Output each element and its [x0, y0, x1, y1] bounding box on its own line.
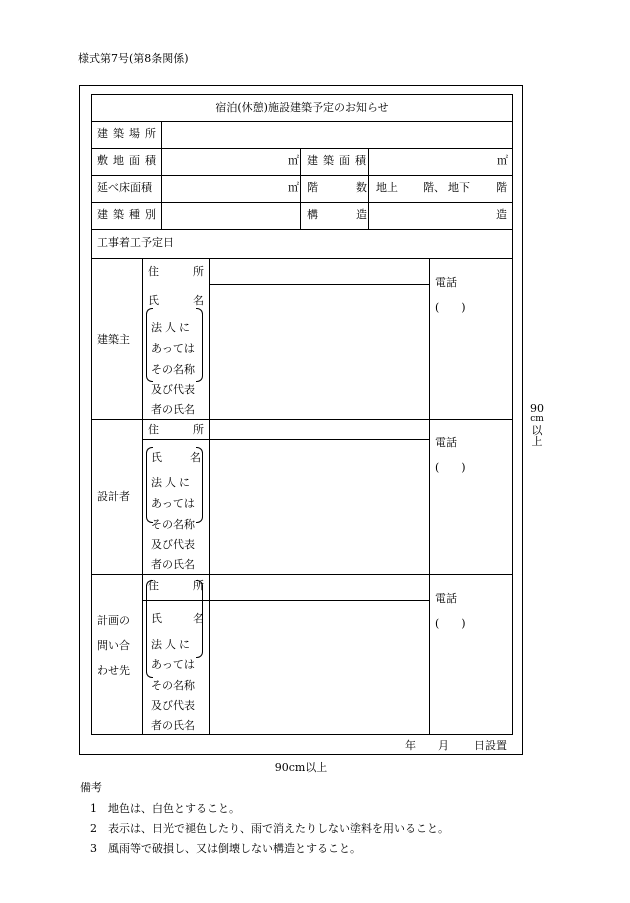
contact-corp-2: あっては: [151, 658, 195, 671]
section-contact-3: わせ先: [97, 664, 130, 677]
designer-phone-paren: ( ): [435, 461, 466, 474]
designer-name-2: 名: [190, 451, 201, 464]
dimension-side: [528, 403, 546, 447]
contact-address-1: 住: [148, 579, 159, 592]
designer-corp-5: 者の氏名: [151, 558, 195, 571]
designer-phone: 電話: [435, 436, 457, 449]
label-floors-suffix: 数: [356, 181, 367, 194]
label-structure-suffix: 造: [356, 208, 367, 221]
label-below-ground: 地下: [448, 181, 470, 194]
designer-name-1: 氏: [151, 451, 162, 464]
contact-corp-1: 法人に: [151, 638, 193, 651]
date-day: 日設置: [474, 739, 507, 752]
owner-address-1: 住: [148, 265, 159, 278]
contact-corp-4: 及び代表: [151, 699, 195, 712]
dim-side-2: cm: [530, 414, 544, 424]
section-owner: 建築主: [97, 333, 130, 346]
label-floor-unit-2: 階: [496, 181, 507, 194]
label-floors: 階: [307, 181, 318, 194]
section-contact-1: 計画の: [97, 614, 130, 627]
label-floor-unit: 階、: [423, 181, 445, 194]
dimension-bottom: 90cm以上: [274, 761, 328, 774]
label-structure: 構: [307, 208, 318, 221]
owner-phone: 電話: [435, 276, 457, 289]
designer-corp-4: 及び代表: [151, 538, 195, 551]
contact-corp-5: 者の氏名: [151, 719, 195, 732]
designer-address-1: 住: [148, 423, 159, 436]
designer-corp-1: 法人に: [151, 476, 193, 489]
section-contact-2: 問い合: [97, 639, 130, 652]
owner-phone-paren: ( ): [435, 301, 466, 314]
contact-corp-3: その名称: [151, 679, 195, 692]
sign-title: 宿泊(休憩)施設建築予定のお知らせ: [215, 101, 389, 114]
dim-side-4: 上: [531, 435, 543, 448]
dim-side-1: 90: [530, 402, 544, 415]
label-start-date: 工事着工予定日: [97, 236, 174, 249]
designer-corp-3: その名称: [151, 518, 195, 531]
label-building-type: 建築種別: [97, 208, 161, 221]
designer-corp-2: あっては: [151, 497, 195, 510]
owner-corp-3: その名称: [151, 363, 195, 376]
owner-address-2: 所: [193, 265, 204, 278]
date-year: 年: [405, 739, 416, 752]
label-above-ground: 地上: [376, 181, 398, 194]
notes-title: 備考: [80, 781, 102, 794]
contact-name-1: 氏: [151, 612, 162, 625]
contact-phone: 電話: [435, 592, 457, 605]
form-number: 様式第7号(第8条関係): [78, 52, 189, 65]
note-item-2: 2 表示は、日光で褪色したり、雨で消えたりしない塗料を用いること。: [90, 822, 449, 835]
unit-sqm-3: ㎡: [288, 181, 299, 194]
label-building-area: 建築面積: [307, 154, 371, 167]
unit-sqm-2: ㎡: [497, 154, 508, 167]
unit-structure: 造: [496, 208, 507, 221]
owner-corp-2: あっては: [151, 342, 195, 355]
dim-side-3: 以: [531, 424, 543, 437]
owner-corp-5: 者の氏名: [151, 403, 195, 416]
contact-name-2: 名: [193, 612, 204, 625]
note-item-3: 3 風雨等で破損し、又は倒壊しない構造とすること。: [90, 842, 361, 855]
section-designer: 設計者: [97, 490, 130, 503]
owner-name-2: 名: [193, 294, 204, 307]
contact-paren-right: [196, 580, 203, 658]
label-site-area: 敷地面積: [97, 154, 161, 167]
owner-corp-1: 法人に: [151, 321, 193, 334]
note-item-1: 1 地色は、白色とすること。: [90, 802, 240, 815]
owner-name-1: 氏: [148, 294, 159, 307]
designer-address-2: 所: [193, 423, 204, 436]
designer-paren-right: [196, 447, 203, 523]
contact-address-2: 所: [193, 579, 204, 592]
date-month: 月: [438, 739, 449, 752]
owner-corp-4: 及び代表: [151, 383, 195, 396]
contact-phone-paren: ( ): [435, 617, 466, 630]
label-floor-area: 延べ床面積: [97, 181, 152, 194]
label-location: 建築場所: [97, 127, 161, 140]
unit-sqm-1: ㎡: [288, 154, 299, 167]
owner-paren-right: [196, 308, 203, 382]
